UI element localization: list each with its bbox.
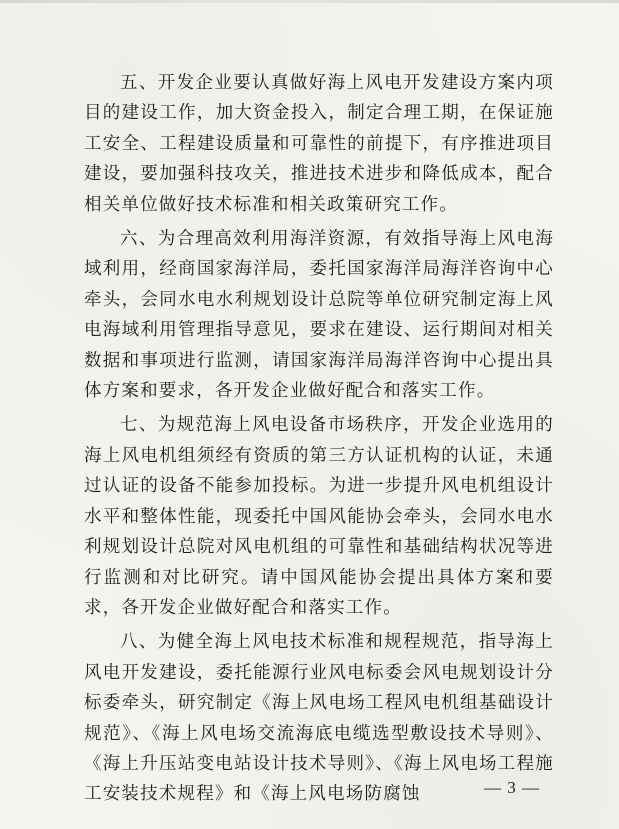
scan-edge [0, 0, 619, 3]
document-body [84, 68, 554, 814]
page-number: — 3 — [484, 778, 540, 797]
paragraph-item-6: 六、为合理高效利用海洋资源，有效指导海上风电海域利用，经商国家海洋局，委托国家海洋局海洋咨询中心牵头，会同水电水利规划设计总院等单位研究制定海上风电海域利用管理指导意见，要求在建设、运行期间对相关数据和事项进行监测，请国家海洋局海洋咨询中心提出具体方案和要求，各开发企业做好配合和落实工作。 [84, 229, 554, 402]
paragraph-item-5: 五、开发企业要认真做好海上风电开发建设方案内项目的建设工作，加大资金投入，制定合理工期，在保证施工安全、工程建设质量和可靠性的前提下，有序推进项目建设，要加强科技攻关，推进技术进步和降低成本，配合相关单位做好技术标准和相关政策研究工作。 [84, 73, 554, 215]
paragraph-item-8: 八、为健全海上风电技术标准和规程规范，指导海上风电开发建设，委托能源行业风电标委会风电规划设计分标委牵头，研究制定《海上风电场工程风电机组基础设计规范》、《海上风电场交流海底电缆选型敷设技术导则》、《海上升压站变电站设计技术导则》、《海上风电场工程施工安装技术规程》和《海上风电场防腐蚀 [84, 632, 554, 805]
paragraph-item-7: 七、为规范海上风电设备市场秩序，开发企业选用的海上风电机组须经有资质的第三方认证机构的认证，未通过认证的设备不能参加投标。为进一步提升风电机组设计水平和整体性能，现委托中国风能协会牵头，会同水电水利规划设计总院对风电机组的可靠性和基础结构状况等进行监测和对比研究。请中国风能协会提出具体方案和要求，各开发企业做好配合和落实工作。 [84, 415, 554, 618]
